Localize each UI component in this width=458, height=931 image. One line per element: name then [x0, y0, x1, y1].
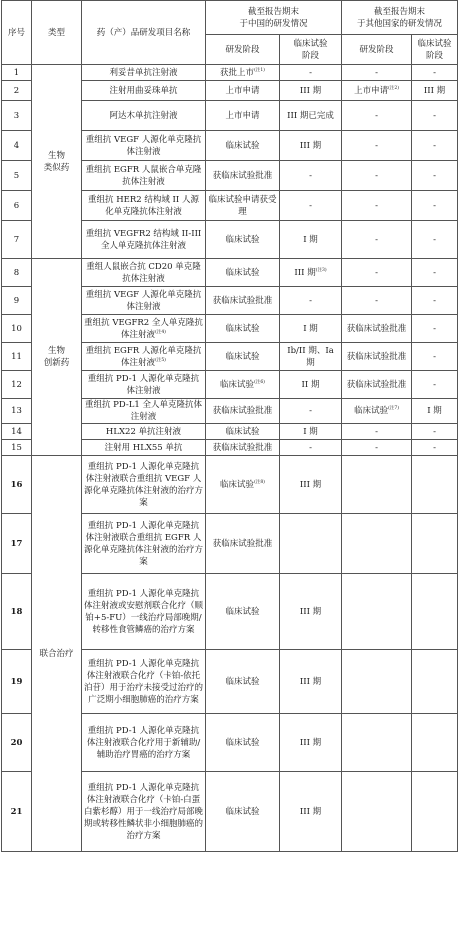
- cn-stage-text: 获临床试验批准: [212, 406, 273, 416]
- cn-stage: [206, 650, 280, 714]
- cn-stage: [206, 65, 280, 81]
- row-number-text: 4: [13, 140, 20, 151]
- ot-trial-text: -: [433, 426, 436, 437]
- ot-stage: [342, 315, 412, 343]
- ot-trial-text: -: [433, 351, 436, 362]
- row-number: [2, 131, 32, 161]
- ot-trial-text: -: [433, 110, 436, 121]
- ot-trial: [412, 191, 458, 221]
- cn-stage-text: 上市申请: [225, 85, 260, 96]
- project-name-text: 重组抗 PD-1 人源化单克隆抗体注射液联合化疗（卡铂-依托泊苷）用于治疗未接受过治疗的广泛期小细胞肺癌的治疗方案: [84, 658, 204, 705]
- group-innovative: [32, 259, 82, 456]
- cn-trial-text: III 期: [294, 267, 316, 278]
- cn-trial: [280, 650, 342, 714]
- row-number: [2, 315, 32, 343]
- header-china-group: [206, 1, 342, 35]
- cn-trial: [280, 315, 342, 343]
- row-number: [2, 772, 32, 852]
- ot-trial: [412, 574, 458, 650]
- cn-stage-text: 临床试验: [225, 806, 260, 817]
- row-number: [2, 287, 32, 315]
- project-name-text: 重组抗 VEGF 人源化单克隆抗体注射液: [85, 134, 202, 157]
- cn-trial-text: Ib/II 期、Ia 期: [287, 345, 334, 368]
- row-number: [2, 399, 32, 424]
- cn-stage: [206, 191, 280, 221]
- project-name-text: HLX22 单抗注射液: [105, 426, 182, 437]
- row-number-text: 21: [10, 806, 23, 817]
- cn-trial: [280, 456, 342, 514]
- cn-stage-text: 临床试验: [225, 426, 260, 437]
- cn-stage: [206, 315, 280, 343]
- cn-stage-note: (注8): [254, 479, 265, 485]
- cn-stage: [206, 287, 280, 315]
- cn-stage: [206, 440, 280, 456]
- project-name: [82, 456, 206, 514]
- row-number-text: 7: [13, 234, 20, 245]
- ot-stage-text: 获临床试验批准: [346, 351, 407, 362]
- cn-trial-note: (注3): [315, 267, 327, 273]
- project-name-text: 重组抗 PD-1 人源化单克隆抗体注射液或安慰剂联合化疗（顺铂+5-FU）一线治疗局部晚期/转移性食管鳞癌的治疗方案: [84, 588, 204, 635]
- header-cn-trial-line1: 临床试验: [293, 38, 328, 49]
- row-number-text: 15: [11, 442, 22, 453]
- cn-trial: [280, 399, 342, 424]
- ot-trial-text: III 期: [423, 85, 446, 96]
- project-name-text: 重组抗 PD-1 人源化单克隆抗体注射液: [87, 373, 200, 396]
- cn-trial: [280, 772, 342, 852]
- cn-trial-text: III 期: [299, 737, 322, 748]
- project-name-text: 注射用 HLX55 单抗: [104, 442, 183, 453]
- cn-trial: [280, 424, 342, 440]
- group-innovative-line2: 创新药: [43, 358, 70, 368]
- table-row: [2, 65, 458, 81]
- row-number: [2, 191, 32, 221]
- ot-trial: [412, 772, 458, 852]
- cn-stage: [206, 714, 280, 772]
- ot-stage-text: -: [375, 110, 378, 121]
- header-other-line2: 于其他国家的研发情况: [357, 18, 443, 29]
- group-biosimilar-line1: 生物: [47, 150, 65, 161]
- cn-trial-text: III 期: [299, 676, 322, 687]
- ot-stage: [342, 424, 412, 440]
- cn-stage-text: 临床试验: [225, 140, 260, 151]
- project-name: [82, 514, 206, 574]
- ot-trial: [412, 399, 458, 424]
- cn-stage: [206, 456, 280, 514]
- ot-stage-note: (注2): [388, 85, 399, 91]
- ot-trial-text: I 期: [427, 406, 442, 416]
- cn-trial-text: III 期: [299, 140, 322, 151]
- row-number-text: 18: [10, 606, 23, 617]
- ot-trial-text: -: [433, 267, 436, 278]
- header-china-line2: 于中国的研发情况: [239, 18, 308, 29]
- ot-stage-text: 获临床试验批准: [346, 379, 407, 390]
- cn-trial: [280, 440, 342, 456]
- row-number-text: 12: [11, 379, 22, 390]
- cn-trial-text: -: [309, 406, 312, 416]
- row-number: [2, 714, 32, 772]
- cn-stage-text: 临床试验: [220, 479, 255, 490]
- cn-stage-text: 获临床试验批准: [212, 538, 273, 549]
- ot-stage: [342, 650, 412, 714]
- ot-stage: [342, 161, 412, 191]
- cn-stage-text: 临床试验: [220, 379, 255, 390]
- cn-trial-text: -: [309, 67, 312, 78]
- ot-trial: [412, 221, 458, 259]
- ot-trial: [412, 514, 458, 574]
- cn-trial: [280, 343, 342, 371]
- row-number: [2, 161, 32, 191]
- row-number: [2, 65, 32, 81]
- ot-trial: [412, 650, 458, 714]
- ot-stage-text: 上市申请: [354, 85, 389, 96]
- row-number-text: 6: [13, 200, 20, 211]
- row-number-text: 11: [11, 351, 22, 362]
- cn-stage-note: (注1): [254, 67, 265, 73]
- rd-projects-table: [1, 0, 458, 852]
- project-name: [82, 399, 206, 424]
- cn-trial-text: I 期: [303, 234, 318, 245]
- cn-trial: [280, 221, 342, 259]
- cn-stage: [206, 399, 280, 424]
- ot-stage: [342, 772, 412, 852]
- cn-trial-text: -: [309, 295, 312, 306]
- header-ot-stage: 研发阶段: [342, 35, 412, 65]
- project-name-text: 重组抗 VEGFR2 全人单克隆抗体注射液: [84, 317, 203, 340]
- ot-stage: [342, 259, 412, 287]
- ot-trial: [412, 101, 458, 131]
- ot-stage-text: -: [375, 140, 378, 151]
- cn-trial-text: I 期: [303, 426, 318, 437]
- ot-stage: [342, 101, 412, 131]
- project-name: [82, 371, 206, 399]
- cn-stage-text: 获临床试验批准: [212, 442, 273, 453]
- row-number-text: 8: [13, 267, 20, 278]
- project-name-text: 重组人鼠嵌合抗 CD20 单克隆抗体注射液: [86, 261, 201, 284]
- header-type: 类型: [32, 1, 82, 65]
- cn-stage: [206, 81, 280, 101]
- header-other-line1: 截至报告期末: [374, 6, 426, 17]
- cn-trial: [280, 65, 342, 81]
- ot-trial-text: -: [433, 442, 436, 453]
- project-name: [82, 343, 206, 371]
- ot-stage: [342, 191, 412, 221]
- row-number-text: 5: [13, 170, 20, 181]
- ot-stage: [342, 343, 412, 371]
- cn-trial: [280, 81, 342, 101]
- ot-stage: [342, 514, 412, 574]
- ot-stage-text: 获临床试验批准: [346, 323, 407, 334]
- cn-trial: [280, 161, 342, 191]
- cn-trial-text: III 期: [299, 606, 322, 617]
- row-number: [2, 424, 32, 440]
- ot-trial-text: -: [433, 323, 436, 334]
- row-number-text: 1: [13, 67, 20, 78]
- cn-trial-text: II 期: [301, 379, 320, 390]
- cn-stage: [206, 574, 280, 650]
- ot-stage: [342, 371, 412, 399]
- ot-stage-text: -: [375, 426, 378, 437]
- ot-trial: [412, 343, 458, 371]
- project-name-text: 重组抗 PD-1 人源化单克隆抗体注射液联合化疗（卡铂-白蛋白紫杉醇）用于一线治疗局部晚期或转移性鳞状非小细胞肺癌的治疗方案: [84, 782, 204, 841]
- cn-trial-text: -: [309, 442, 312, 453]
- ot-trial: [412, 714, 458, 772]
- ot-trial-text: -: [433, 200, 436, 211]
- row-number-text: 19: [10, 676, 23, 687]
- row-number-text: 14: [11, 426, 22, 437]
- project-name-text: 注射用曲妥珠单抗: [109, 85, 178, 96]
- project-name: [82, 101, 206, 131]
- cn-trial: [280, 191, 342, 221]
- ot-trial-text: -: [433, 379, 436, 390]
- project-name-text: 利妥昔单抗注射液: [109, 67, 178, 78]
- header-cn-stage: 研发阶段: [206, 35, 280, 65]
- header-other-group: [342, 1, 458, 35]
- cn-trial: [280, 714, 342, 772]
- cn-stage: [206, 514, 280, 574]
- ot-stage-text: -: [375, 267, 378, 278]
- project-name: [82, 287, 206, 315]
- row-number-text: 17: [10, 538, 23, 549]
- project-name: [82, 131, 206, 161]
- ot-trial: [412, 456, 458, 514]
- project-name-note: (注4): [155, 329, 166, 335]
- cn-stage-text: 获临床试验批准: [212, 170, 273, 181]
- ot-stage: [342, 399, 412, 424]
- row-number-text: 20: [10, 737, 23, 748]
- ot-stage: [342, 65, 412, 81]
- cn-trial: [280, 101, 342, 131]
- project-name-text: 重组抗 VEGFR2 结构域 II-III 全人单克隆抗体注射液: [85, 228, 202, 251]
- project-name: [82, 574, 206, 650]
- ot-stage-text: -: [375, 170, 378, 181]
- ot-trial: [412, 287, 458, 315]
- cn-stage: [206, 161, 280, 191]
- ot-stage-text: 临床试验: [354, 406, 389, 416]
- project-name-text: 重组抗 VEGF 人源化单克隆抗体注射液: [85, 289, 202, 312]
- header-ot-trial: [412, 35, 458, 65]
- project-name: [82, 440, 206, 456]
- ot-stage: [342, 81, 412, 101]
- ot-stage: [342, 714, 412, 772]
- cn-trial: [280, 287, 342, 315]
- cn-trial: [280, 259, 342, 287]
- ot-stage-text: -: [375, 234, 378, 245]
- header-cn-trial-line2: 阶段: [302, 50, 320, 61]
- table-row: [2, 456, 458, 514]
- row-number: [2, 456, 32, 514]
- cn-stage-note: (注6): [254, 379, 265, 385]
- cn-stage-text: 上市申请: [225, 110, 260, 121]
- cn-stage: [206, 221, 280, 259]
- row-number: [2, 440, 32, 456]
- cn-trial-text: -: [309, 170, 312, 181]
- row-number: [2, 101, 32, 131]
- cn-trial: [280, 574, 342, 650]
- table-row: [2, 259, 458, 287]
- cn-stage: [206, 101, 280, 131]
- project-name: [82, 650, 206, 714]
- cn-stage: [206, 131, 280, 161]
- cn-trial-text: III 期: [299, 806, 322, 817]
- cn-stage: [206, 343, 280, 371]
- row-number: [2, 343, 32, 371]
- group-innovative-line1: 生物: [47, 346, 65, 356]
- row-number: [2, 650, 32, 714]
- header-row-1: [2, 1, 458, 35]
- project-name: [82, 161, 206, 191]
- project-name-text: 重组抗 PD-1 人源化单克隆抗体注射液联合重组抗 VEGF 人源化单克隆抗体注射液的治疗方案: [84, 461, 204, 508]
- ot-trial: [412, 131, 458, 161]
- ot-stage: [342, 440, 412, 456]
- cn-stage-text: 临床试验: [225, 351, 260, 362]
- ot-trial: [412, 81, 458, 101]
- ot-stage-text: -: [375, 295, 378, 306]
- cn-trial-text: -: [309, 200, 312, 211]
- ot-stage: [342, 221, 412, 259]
- project-name-text: 重组抗 HER2 结构域 II 人源化单克隆抗体注射液: [88, 194, 199, 217]
- cn-trial-text: I 期: [303, 323, 318, 334]
- ot-trial: [412, 315, 458, 343]
- row-number-text: 13: [11, 406, 22, 416]
- ot-stage-text: -: [375, 200, 378, 211]
- ot-trial: [412, 259, 458, 287]
- group-biosimilar: [32, 65, 82, 259]
- ot-trial-text: -: [433, 140, 436, 151]
- project-name: [82, 259, 206, 287]
- project-name-text: 重组抗 PD-1 人源化单克隆抗体注射液联合重组抗 EGFR 人源化单克隆抗体注射液的治疗方案: [84, 520, 204, 567]
- project-name-text: 重组抗 EGFR 人鼠嵌合单克隆抗体注射液: [85, 164, 202, 187]
- ot-trial: [412, 65, 458, 81]
- cn-stage: [206, 371, 280, 399]
- cn-stage-text: 临床试验: [225, 676, 260, 687]
- ot-stage: [342, 456, 412, 514]
- cn-stage-text: 临床试验申请获受理: [208, 194, 277, 217]
- project-name: [82, 772, 206, 852]
- group-combo-line1: 联合治疗: [39, 648, 74, 659]
- row-number: [2, 514, 32, 574]
- ot-stage-text: -: [375, 67, 378, 78]
- ot-trial-text: -: [433, 67, 436, 78]
- cn-stage: [206, 424, 280, 440]
- row-number-text: 10: [11, 323, 22, 334]
- row-number: [2, 259, 32, 287]
- cn-trial-text: III 期: [299, 479, 322, 490]
- ot-trial: [412, 424, 458, 440]
- ot-trial: [412, 371, 458, 399]
- row-number-text: 3: [13, 110, 20, 121]
- project-name: [82, 191, 206, 221]
- ot-trial: [412, 161, 458, 191]
- cn-stage-text: 获临床试验批准: [212, 295, 273, 306]
- ot-trial-text: -: [433, 295, 436, 306]
- ot-trial-text: -: [433, 234, 436, 245]
- header-name: 药（产）品研发项目名称: [82, 1, 206, 65]
- cn-stage-text: 临床试验: [225, 323, 260, 334]
- row-number: [2, 221, 32, 259]
- cn-trial-text: III 期已完成: [287, 110, 334, 121]
- project-name: [82, 315, 206, 343]
- project-name-text: 重组抗 PD-1 人源化单克隆抗体注射液联合化疗用于新辅助/辅助治疗胃癌的治疗方案: [86, 725, 201, 760]
- ot-stage: [342, 287, 412, 315]
- ot-trial: [412, 440, 458, 456]
- header-cn-trial: [280, 35, 342, 65]
- cn-trial: [280, 131, 342, 161]
- row-number: [2, 574, 32, 650]
- row-number-text: 2: [13, 85, 20, 96]
- cn-stage: [206, 772, 280, 852]
- cn-stage-text: 获批上市: [220, 67, 255, 78]
- cn-trial: [280, 514, 342, 574]
- ot-trial-text: -: [433, 170, 436, 181]
- project-name: [82, 424, 206, 440]
- project-name: [82, 221, 206, 259]
- row-number: [2, 371, 32, 399]
- project-name: [82, 65, 206, 81]
- header-seq: 序号: [2, 1, 32, 65]
- group-biosimilar-line2: 类似药: [43, 162, 70, 173]
- project-name-text: 阿达木单抗注射液: [109, 110, 178, 121]
- project-name-text: 重组抗 PD-L1 全人单克隆抗体注射液: [84, 400, 203, 422]
- ot-stage-text: -: [375, 442, 378, 453]
- row-number: [2, 81, 32, 101]
- project-name-text: 重组抗 EGFR 人源化单克隆抗体注射液: [85, 345, 202, 368]
- project-name-note: (注5): [155, 357, 166, 363]
- project-name: [82, 81, 206, 101]
- header-ot-trial-line2: 阶段: [426, 50, 444, 61]
- cn-stage-text: 临床试验: [225, 267, 260, 278]
- cn-stage-text: 临床试验: [225, 234, 260, 245]
- cn-stage-text: 临床试验: [225, 606, 260, 617]
- header-ot-trial-line1: 临床试验: [417, 38, 452, 49]
- project-name: [82, 714, 206, 772]
- ot-stage: [342, 131, 412, 161]
- cn-trial: [280, 371, 342, 399]
- row-number-text: 16: [10, 479, 23, 490]
- cn-trial-text: III 期: [299, 85, 322, 96]
- ot-stage-note: (注7): [388, 406, 399, 412]
- row-number-text: 9: [13, 295, 20, 306]
- ot-stage: [342, 574, 412, 650]
- cn-stage: [206, 259, 280, 287]
- group-combo: [32, 456, 82, 852]
- header-china-line1: 截至报告期末: [248, 6, 300, 17]
- cn-stage-text: 临床试验: [225, 737, 260, 748]
